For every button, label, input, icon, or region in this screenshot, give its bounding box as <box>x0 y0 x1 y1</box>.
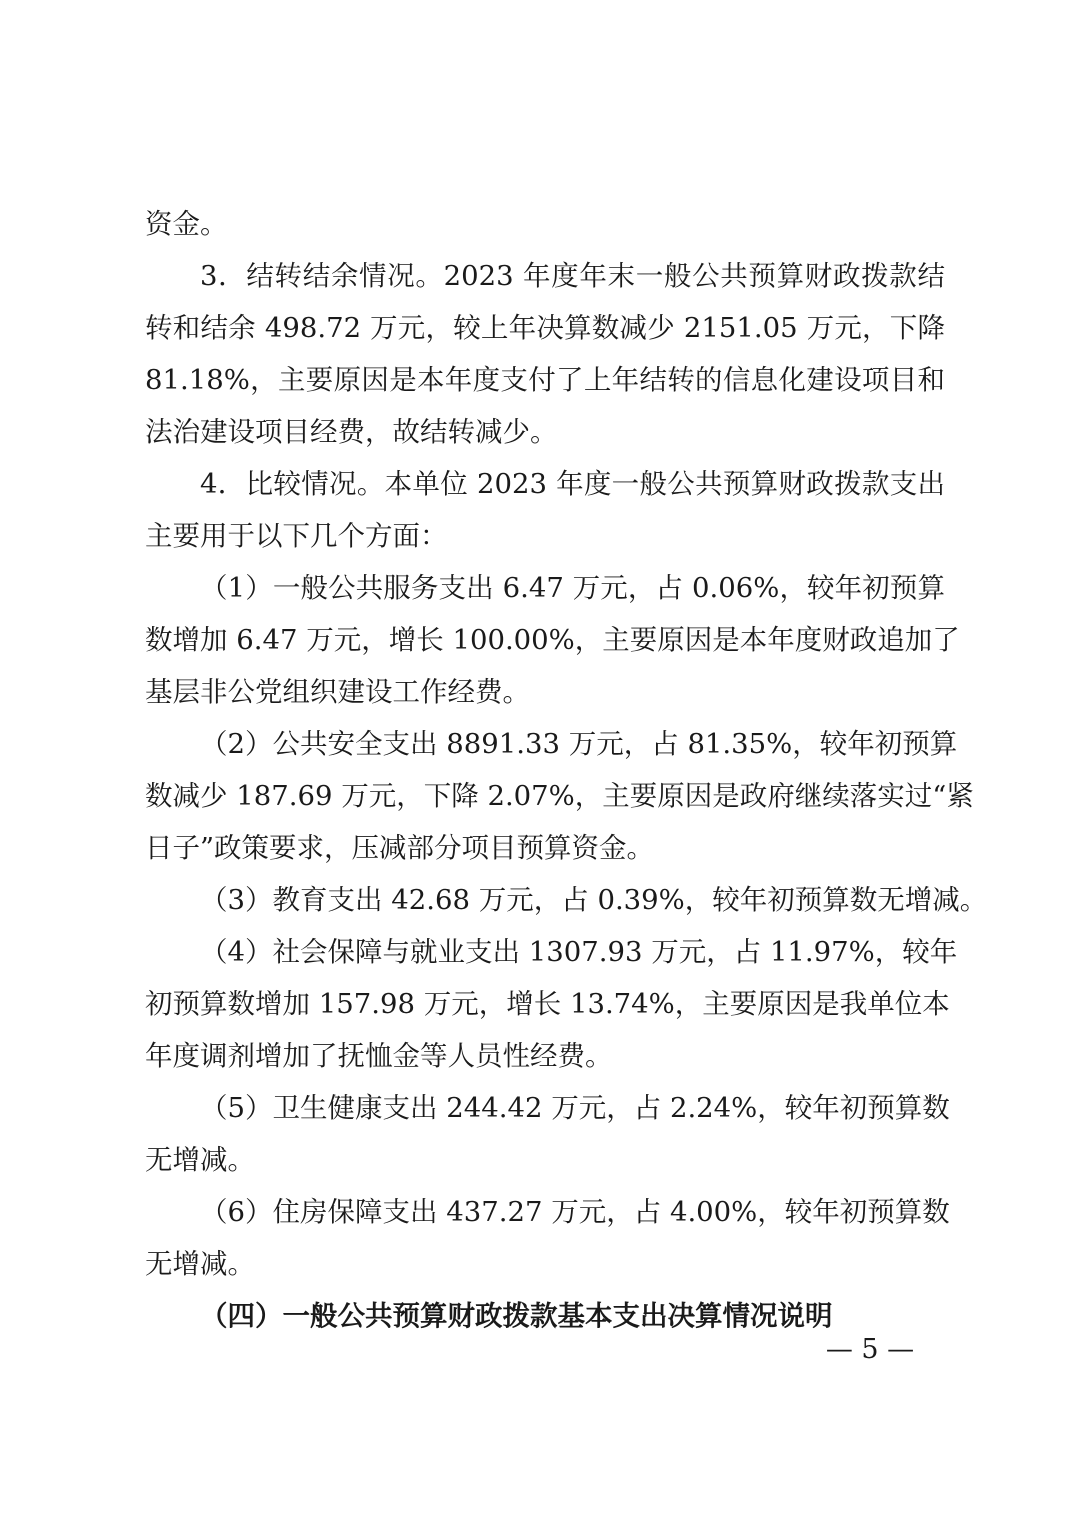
text-line: 无增减。 <box>145 1144 255 1176</box>
text-line: 年度调剂增加了抚恤金等人员性经费。 <box>145 1040 613 1072</box>
text-line: （3）教育支出 42.68 万元，占 0.39%，较年初预算数无增减。 <box>200 884 988 916</box>
text-line: 81.18%，主要原因是本年度支付了上年结转的信息化建设项目和 <box>145 364 945 396</box>
text-line: 3．结转结余情况。2023 年度年末一般公共预算财政拨款结 <box>200 260 945 292</box>
text-line: （1）一般公共服务支出 6.47 万元，占 0.06%，较年初预算 <box>200 572 945 604</box>
text-line: 主要用于以下几个方面： <box>145 520 448 552</box>
text-line: 日子”政策要求，压减部分项目预算资金。 <box>145 832 655 864</box>
text-line: （5）卫生健康支出 244.42 万元，占 2.24%，较年初预算数 <box>200 1092 950 1124</box>
text-line: 基层非公党组织建设工作经费。 <box>145 676 530 708</box>
text-line: 数增加 6.47 万元，增长 100.00%，主要原因是本年度财政追加了 <box>145 624 960 656</box>
text-line: 资金。 <box>145 208 228 240</box>
text-line: 数减少 187.69 万元，下降 2.07%，主要原因是政府继续落实过“紧 <box>145 780 974 812</box>
text-line: 4．比较情况。本单位 2023 年度一般公共预算财政拨款支出 <box>200 468 945 500</box>
text-line: 转和结余 498.72 万元，较上年决算数减少 2151.05 万元，下降 <box>145 312 945 344</box>
text-line: （2）公共安全支出 8891.33 万元，占 81.35%，较年初预算 <box>200 728 958 760</box>
section-heading: （四）一般公共预算财政拨款基本支出决算情况说明 <box>200 1300 833 1332</box>
text-line: （6）住房保障支出 437.27 万元，占 4.00%，较年初预算数 <box>200 1196 950 1228</box>
text-line: （4）社会保障与就业支出 1307.93 万元，占 11.97%，较年 <box>200 936 958 968</box>
text-line: 法治建设项目经费，故结转减少。 <box>145 416 558 448</box>
text-line: 初预算数增加 157.98 万元，增长 13.74%，主要原因是我单位本 <box>145 988 950 1020</box>
text-line: 无增减。 <box>145 1248 255 1280</box>
page-number: — 5 — <box>825 1334 915 1365</box>
